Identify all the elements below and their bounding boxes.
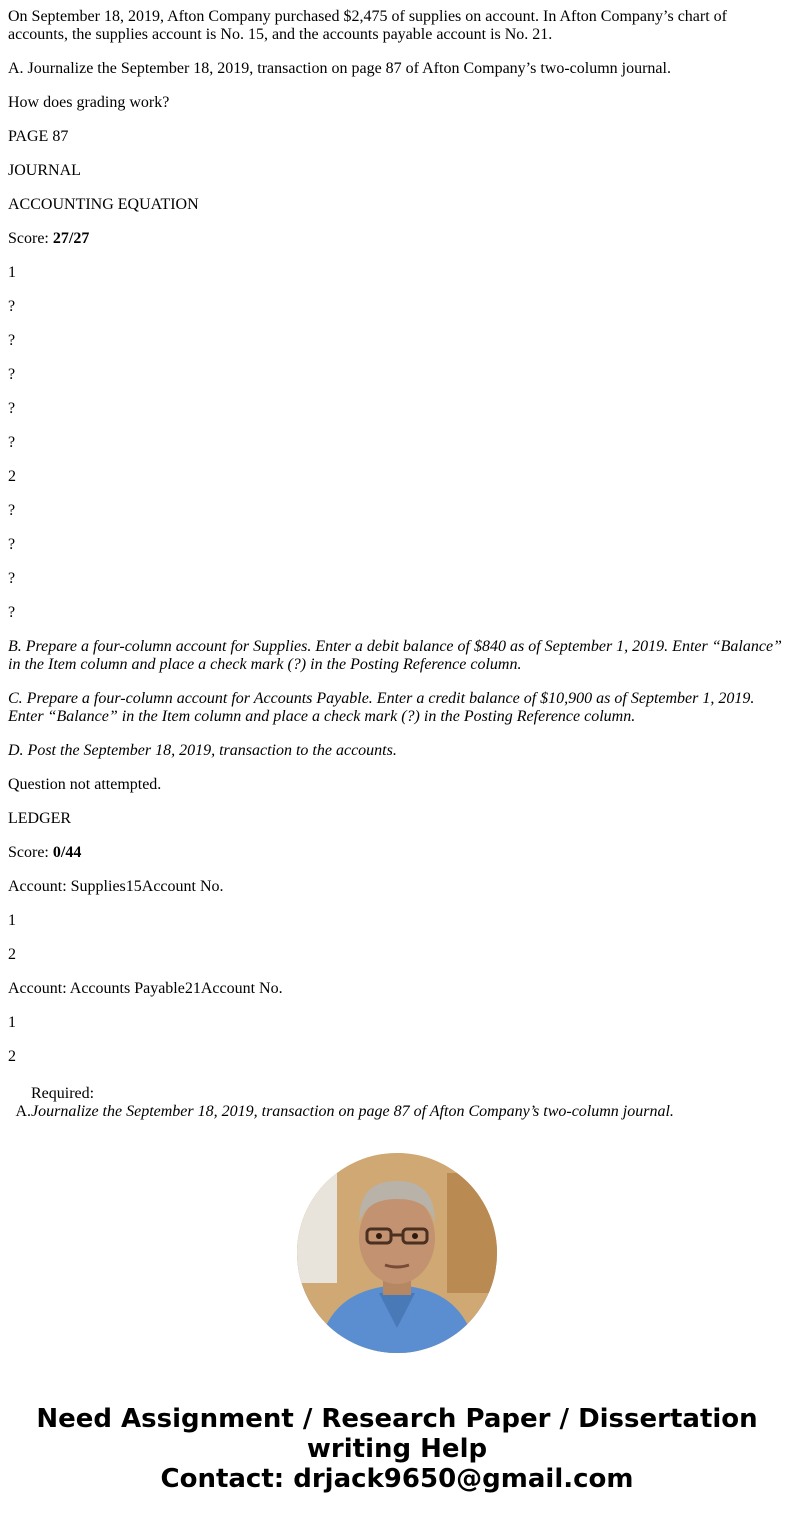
journal-row-marker: ? [8,434,16,451]
question-content [8,8,786,1082]
tab-accounting-equation[interactable]: ACCOUNTING EQUATION [8,196,199,213]
person-photo-icon [297,1153,497,1353]
part-a-text: A. Journalize the September 18, 2019, transaction on page 87 of Afton Company’s two-column journal. [8,60,671,77]
part-b-text: B. Prepare a four-column account for Supplies. Enter a debit balance of $840 as of September 1, 2019. Enter “Balance” in the Item column and place a check mark (?) in the Posting Reference column. [8,638,782,673]
ledger-score-value: 0/44 [52,844,82,861]
required-item-text: Journalize the September 18, 2019, transaction on page 87 of Afton Company’s two-column journal. [31,1103,674,1120]
journal-row-marker: 1 [8,264,16,281]
journal-row-marker: ? [8,502,16,519]
journal-row-marker: ? [8,536,16,553]
required-item-letter: A. [15,1103,31,1120]
journal-row-marker: ? [8,332,16,349]
ledger-row-marker: 1 [8,1014,16,1031]
avatar [297,1153,497,1353]
journal-row-marker: ? [8,400,16,417]
ledger-row-marker: 1 [8,912,16,929]
promo-banner [0,1404,794,1494]
tab-ledger[interactable]: LEDGER [8,810,72,827]
part-d-text: D. Post the September 18, 2019, transaction to the accounts. [8,742,397,759]
journal-row-marker: ? [8,298,16,315]
not-attempted-status: Question not attempted. [8,776,162,793]
journal-row-marker: ? [8,570,16,587]
journal-score: Score: 27/27 [8,230,90,247]
ledger-row-marker: 2 [8,1048,16,1065]
ledger-score: Score: 0/44 [8,844,82,861]
required-section [8,1085,786,1123]
journal-row-marker: 2 [8,468,16,485]
part-c-text: C. Prepare a four-column account for Accounts Payable. Enter a credit balance of $10,900 as of September 1, 2019. Enter “Balance” in the Item column and place a check mark (?) in the Posting Reference column. [8,690,755,725]
account-payable-label: Account: Accounts Payable21Account No. [8,980,283,997]
intro-text: On September 18, 2019, Afton Company purchased $2,475 of supplies on account. In Afton Company’s chart of accounts, the supplies account is No. 15, and the accounts payable account is No. 21. [8,8,727,43]
ledger-row-marker: 2 [8,946,16,963]
required-title: Required: [31,1085,95,1102]
required-item [8,1103,786,1123]
promo-contact[interactable]: Contact: drjack9650@gmail.com [160,1464,634,1494]
tab-journal[interactable]: JOURNAL [8,162,81,179]
promo-line-1: Need Assignment / Research Paper / Dissertation [36,1404,758,1434]
promo-line-2: writing Help [306,1434,488,1464]
grading-link[interactable]: How does grading work? [8,94,170,111]
journal-row-marker: ? [8,604,16,621]
account-supplies-label: Account: Supplies15Account No. [8,878,224,895]
journal-score-value: 27/27 [52,230,90,247]
page-label: PAGE 87 [8,128,69,145]
journal-row-marker: ? [8,366,16,383]
